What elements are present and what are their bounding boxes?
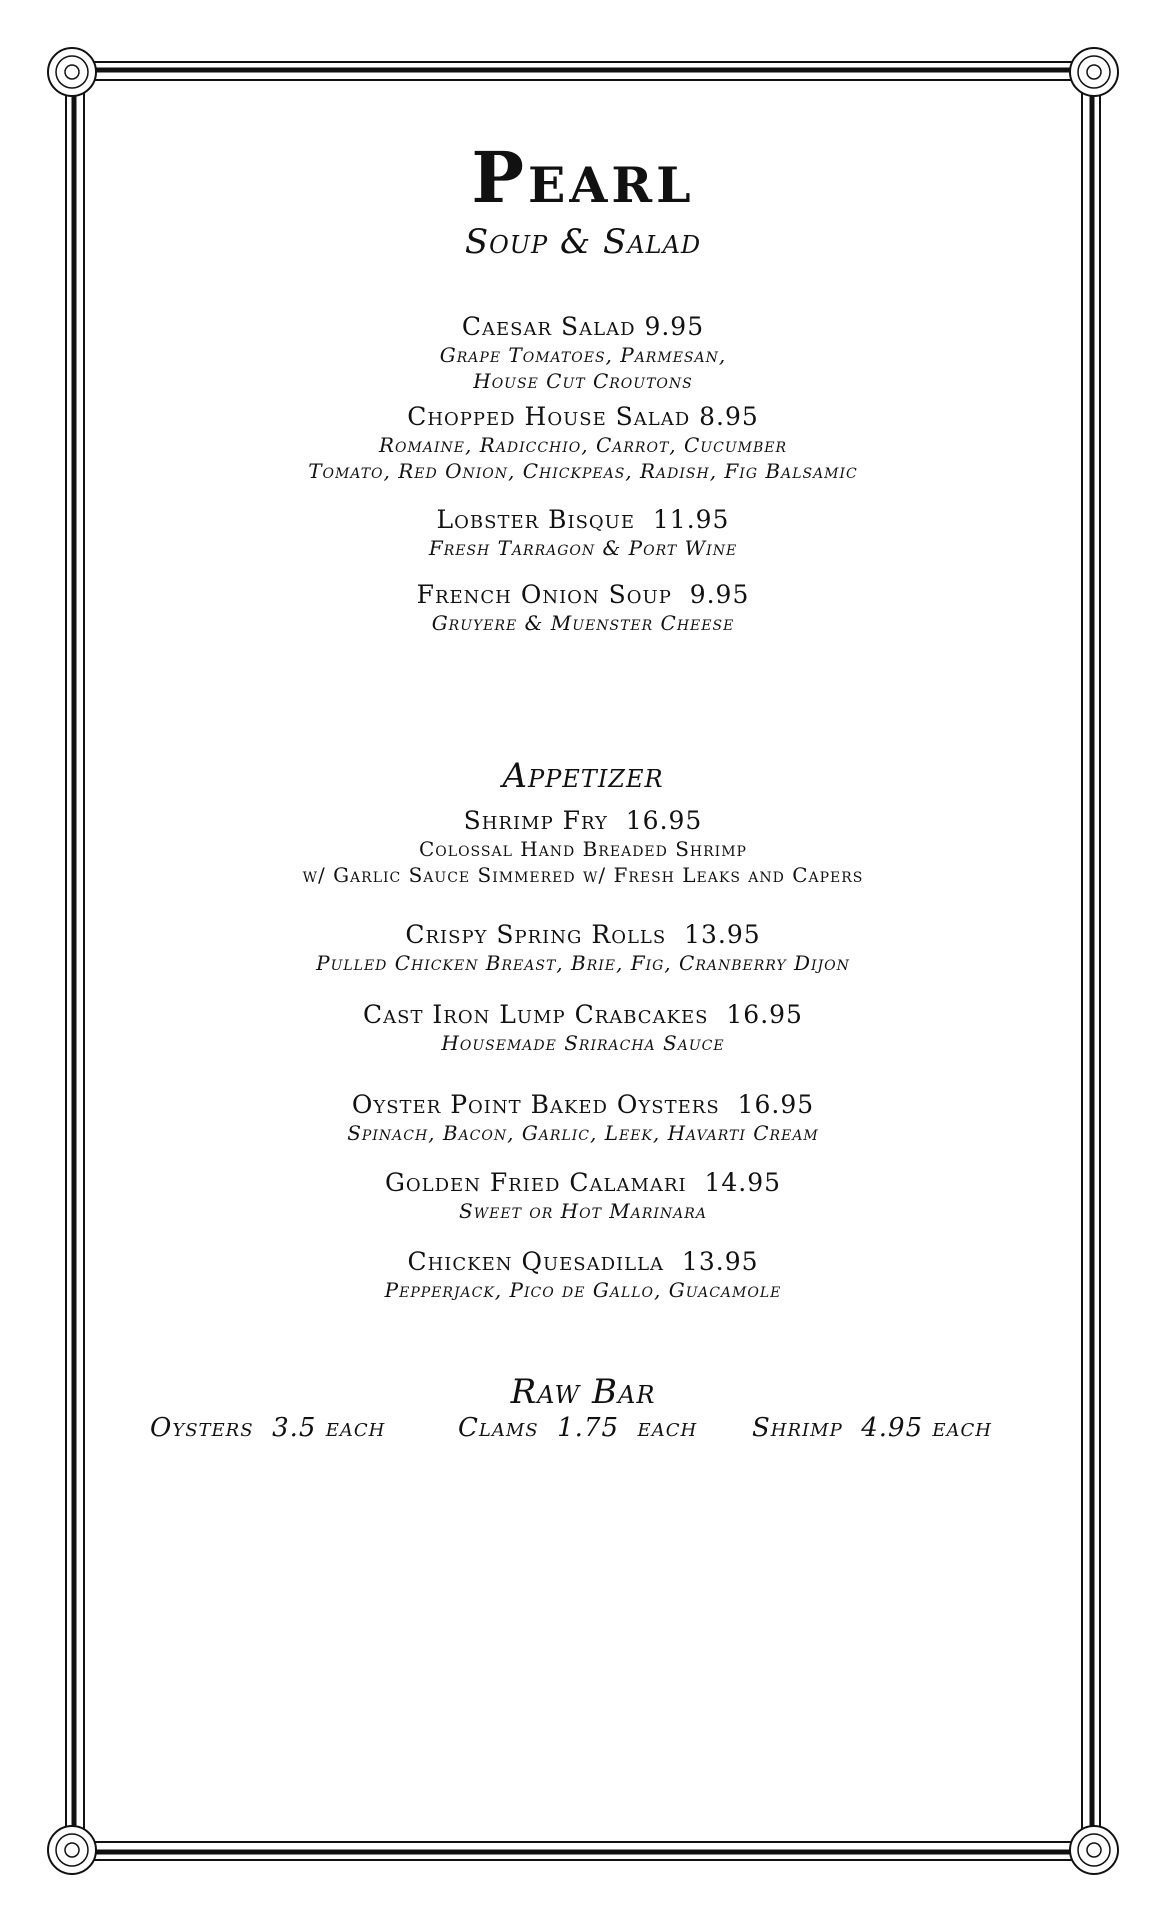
menu-item-crabcakes: [0, 1000, 1166, 1056]
menu-item-caesar-salad: [0, 312, 1166, 394]
item-description: Pepperjack, Pico de Gallo, Guacamole: [384, 1278, 782, 1302]
item-name: Oyster Point Baked Oysters 16.95: [351, 1090, 815, 1119]
item-description: Sweet or Hot Marinara: [459, 1199, 707, 1223]
item-name: Shrimp Fry 16.95: [463, 806, 703, 835]
raw-bar-item-oysters: Oysters 3.5 each: [150, 1413, 386, 1443]
item-description: Colossal Hand Breaded Shrimp: [419, 837, 747, 861]
item-description: Tomato, Red Onion, Chickpeas, Radish, Fig Balsamic: [308, 459, 858, 483]
menu-item-baked-oysters: [0, 1090, 1166, 1146]
menu-item-crispy-spring-rolls: [0, 920, 1166, 976]
item-description: House Cut Croutons: [473, 369, 693, 393]
item-description: Romaine, Radicchio, Carrot, Cucumber: [379, 433, 787, 457]
menu-item-fried-calamari: [0, 1168, 1166, 1224]
item-name: Lobster Bisque 11.95: [436, 505, 730, 534]
item-name: Chopped House Salad 8.95: [407, 402, 759, 431]
menu-item-lobster-bisque: [0, 505, 1166, 561]
item-name: Cast Iron Lump Crabcakes 16.95: [363, 1000, 803, 1029]
item-name: French Onion Soup 9.95: [416, 580, 750, 609]
item-description: Grape Tomatoes, Parmesan,: [439, 343, 727, 367]
menu-item-shrimp-fry: [0, 806, 1166, 888]
section-title-appetizer: Appetizer: [502, 756, 664, 796]
item-description: Pulled Chicken Breast, Brie, Fig, Cranberry Dijon: [316, 951, 850, 975]
item-description: Fresh Tarragon & Port Wine: [428, 536, 738, 560]
raw-bar-item-shrimp: Shrimp 4.95 each: [752, 1413, 993, 1443]
item-description: Gruyere & Muenster Cheese: [431, 611, 735, 635]
menu-item-chopped-house-salad: [0, 402, 1166, 484]
menu-item-french-onion-soup: [0, 580, 1166, 636]
item-description: Housemade Sriracha Sauce: [441, 1031, 725, 1055]
section-title-raw-bar: Raw Bar: [510, 1372, 656, 1412]
menu-item-chicken-quesadilla: [0, 1247, 1166, 1303]
raw-bar-items: [140, 1412, 1040, 1444]
item-description: Spinach, Bacon, Garlic, Leek, Havarti Cream: [347, 1121, 819, 1145]
item-name: Golden Fried Calamari 14.95: [384, 1168, 782, 1197]
item-name: Crispy Spring Rolls 13.95: [405, 920, 761, 949]
item-description: w/ Garlic Sauce Simmered w/ Fresh Leaks and Capers: [302, 863, 864, 887]
restaurant-name: Pearl: [471, 136, 695, 219]
raw-bar-item-clams: Clams 1.75 each: [458, 1413, 698, 1443]
item-name: Caesar Salad 9.95: [461, 312, 705, 341]
section-title-soup-salad: Soup & Salad: [464, 222, 702, 262]
item-name: Chicken Quesadilla 13.95: [407, 1247, 759, 1276]
